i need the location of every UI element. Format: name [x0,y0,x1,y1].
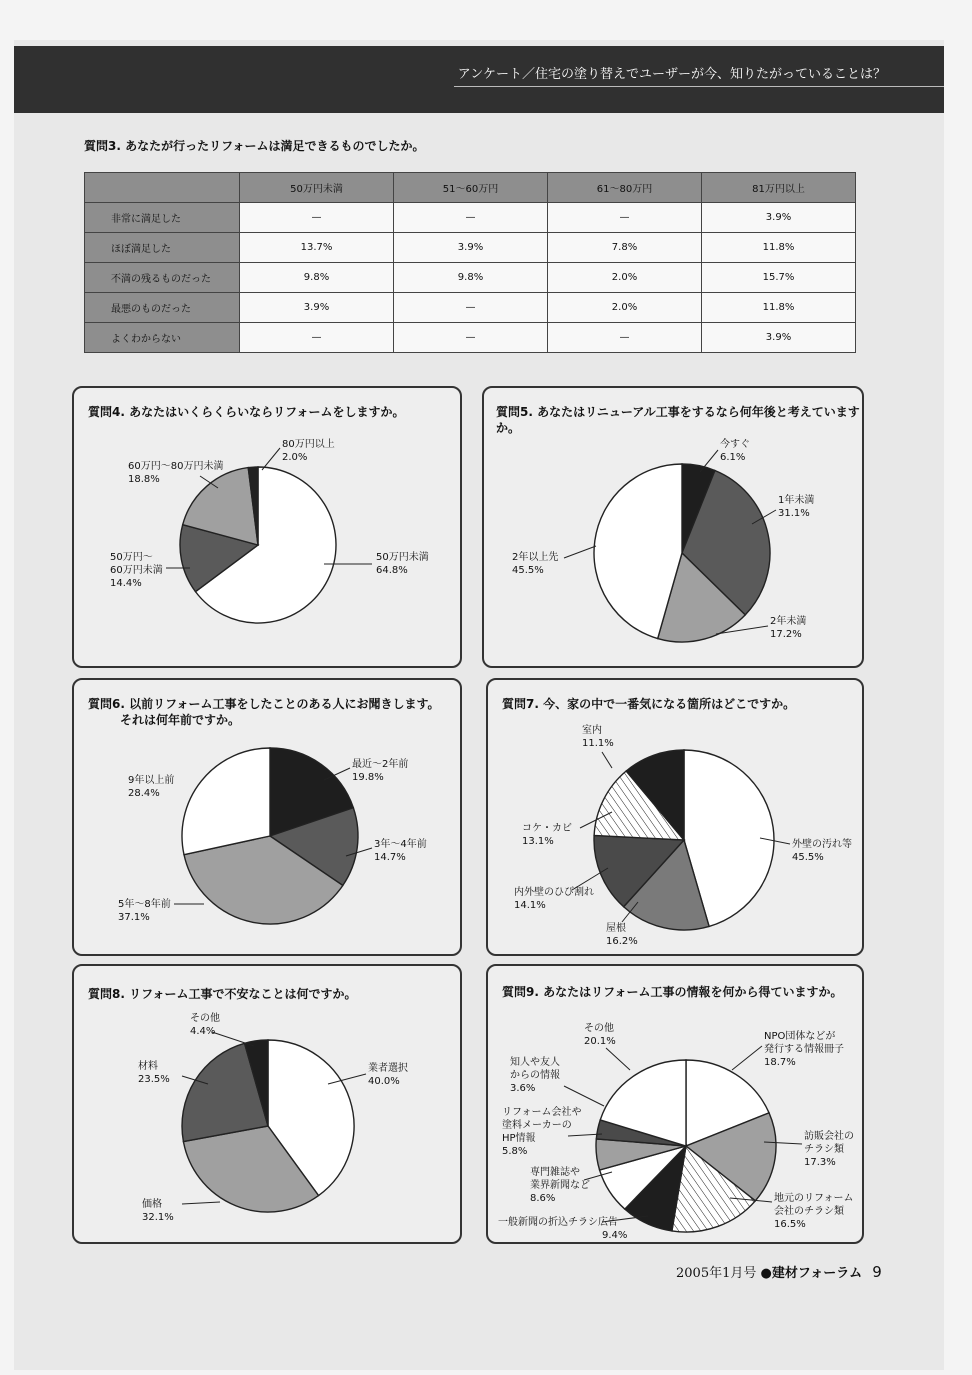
q8-label: 材料 23.5% [138,1061,170,1085]
q3-table [84,172,856,353]
table-cell: 2.0% [548,263,702,293]
q3-title: 質問3. あなたが行ったリフォームは満足できるものでしたか。 [84,139,425,153]
table-row [85,323,856,353]
row-label: よくわからない [85,323,240,353]
row-label: 最悪のものだった [85,293,240,323]
q7-label: 屋根 16.2% [606,923,638,947]
table-cell: 3.9% [394,233,548,263]
q6-label: 最近〜2年前 19.8% [352,759,409,783]
q9-label: NPO団体などが 発行する情報冊子 18.7% [764,1031,844,1068]
q7-title: 質問7. 今、家の中で一番気になる箇所はどこですか。 [502,697,796,711]
footer [676,1262,882,1281]
q4-panel [72,386,462,668]
q4-label: 80万円以上 2.0% [282,439,335,463]
table-cell: 11.8% [702,293,856,323]
row-label: 非常に満足した [85,203,240,233]
q7-panel [486,678,864,956]
q9-label: 訪販会社の チラシ類 17.3% [804,1131,854,1168]
table-cell: 13.7% [240,233,394,263]
q9-label: 一般新聞の折込チラシ広告 9.4% [498,1217,628,1241]
table-header-cell: 61〜80万円 [548,173,702,203]
table-row [85,203,856,233]
table-cell: 11.8% [702,233,856,263]
q5-panel [482,386,864,668]
q8-label: その他 4.4% [190,1013,220,1037]
q6-leader-lines [74,680,460,954]
q5-label: 2年未満 17.2% [770,616,807,640]
q9-label: 専門雑誌や 業界新聞など 8.6% [530,1167,590,1204]
q6-label: 9年以上前 28.4% [128,775,175,799]
table-row [85,263,856,293]
table-cell: — [548,323,702,353]
q4-leader-lines [74,388,460,666]
footer-page-number: 9 [872,1263,882,1281]
q8-label: 業者選択 40.0% [368,1063,408,1087]
q6-label: 3年〜4年前 14.7% [374,839,427,863]
q9-title: 質問9. あなたはリフォーム工事の情報を何から得ていますか。 [502,985,843,999]
footer-issue: 2005年1月号 [676,1266,757,1281]
q7-label: 内外壁のひび割れ 14.1% [514,887,594,911]
table-cell: 3.9% [702,323,856,353]
table-header-cell: 50万円未満 [240,173,394,203]
table-cell: — [240,323,394,353]
table-row [85,293,856,323]
row-label: 不満の残るものだった [85,263,240,293]
row-label: ほぼ満足した [85,233,240,263]
q7-label: コケ・カビ 13.1% [522,823,572,847]
table-cell: 9.8% [394,263,548,293]
footer-magazine: 建材フォーラム [771,1266,863,1281]
q4-label: 60万円〜80万円未満 18.8% [128,461,224,485]
header-title: アンケート／住宅の塗り替えでユーザーが今、知りたがっていることは？ [457,67,886,82]
q9-label: 知人や友人 からの情報 3.6% [510,1057,560,1094]
table-header-cell [85,173,240,203]
header-bar [14,46,944,113]
q7-leader-lines [488,680,862,954]
q8-label: 価格 32.1% [142,1199,174,1223]
q9-label: その他 20.1% [584,1023,616,1047]
table-cell: — [548,203,702,233]
q9-leader-lines [488,966,862,1242]
table-cell: 15.7% [702,263,856,293]
q9-label: 地元のリフォーム 会社のチラシ類 16.5% [774,1193,854,1230]
footer-bullet: ● [760,1266,772,1281]
q6-panel [72,678,462,956]
q6-title: 質問6. 以前リフォーム工事をしたことのある人にお聞きします。 それは何年前ですか。 [88,697,440,727]
q6-label: 5年〜8年前 37.1% [118,899,171,923]
q7-label: 外壁の汚れ等 45.5% [792,839,852,863]
table-cell: — [394,203,548,233]
table-cell: 7.8% [548,233,702,263]
q8-panel [72,964,462,1244]
table-header-cell: 51〜60万円 [394,173,548,203]
q7-label: 室内 11.1% [582,725,614,749]
q5-leader-lines [484,388,862,666]
table-cell: — [394,323,548,353]
q8-leader-lines [74,966,460,1242]
q4-label: 50万円〜 60万円未満 14.4% [110,552,163,589]
table-cell: 2.0% [548,293,702,323]
q4-title: 質問4. あなたはいくらくらいならリフォームをしますか。 [88,405,405,419]
q5-label: 2年以上先 45.5% [512,552,559,576]
q5-title: 質問5. あなたはリニューアル工事をするなら何年後と考えていますか。 [496,405,860,435]
table-header-row [85,173,856,203]
table-row [85,233,856,263]
header-rule [454,86,944,87]
table-cell: 3.9% [702,203,856,233]
q9-label: リフォーム会社や 塗料メーカーの HP情報 5.8% [502,1107,582,1157]
q4-label: 50万円未満 64.8% [376,552,429,576]
q9-panel [486,964,864,1244]
table-cell: — [394,293,548,323]
table-cell: 9.8% [240,263,394,293]
table-cell: — [240,203,394,233]
q5-label: 1年未満 31.1% [778,495,815,519]
table-cell: 3.9% [240,293,394,323]
q8-title: 質問8. リフォーム工事で不安なことは何ですか。 [88,987,357,1001]
q5-label: 今すぐ 6.1% [720,439,750,463]
table-header-cell: 81万円以上 [702,173,856,203]
